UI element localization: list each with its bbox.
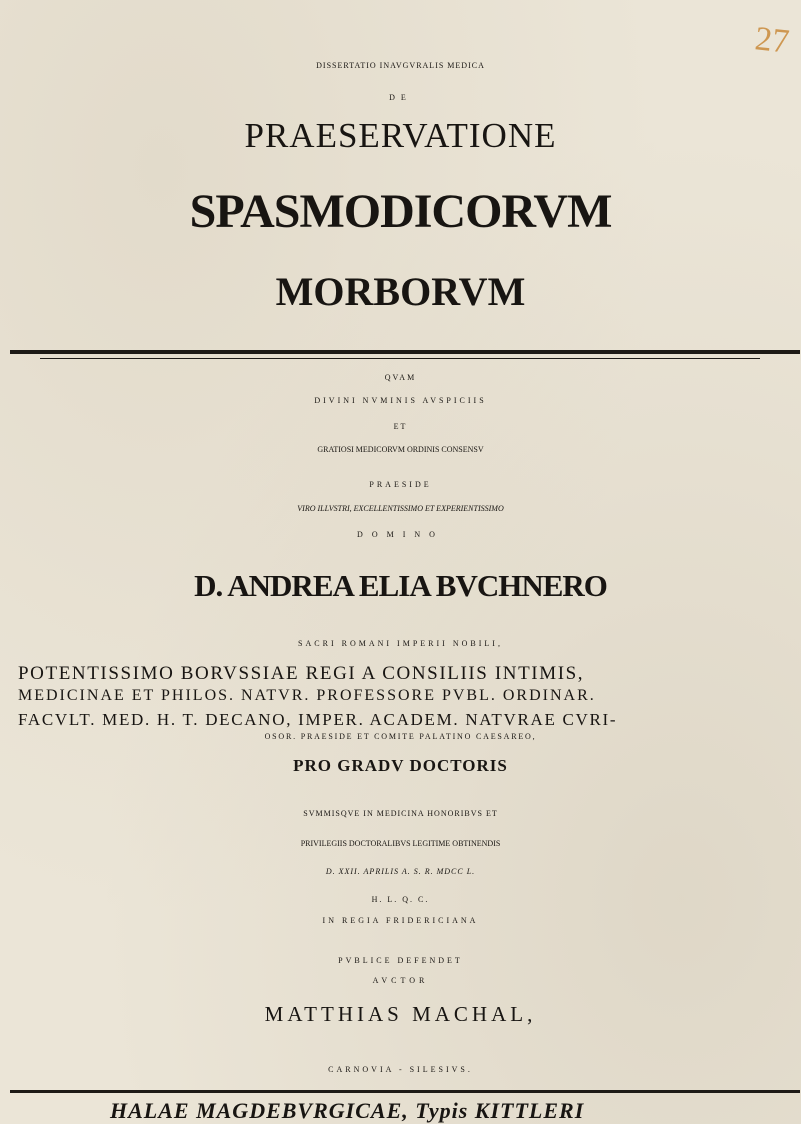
- privilegiis-line: PRIVILEGIIS DOCTORALIBVS LEGITIME OBTINENDIS: [300, 839, 501, 848]
- dissertatio-line: DISSERTATIO INAVGVRALIS MEDICA: [316, 61, 485, 70]
- domino-line: DOMINO: [357, 530, 444, 539]
- author-origin: CARNOVIA - SILESIVS.: [328, 1065, 473, 1074]
- divini-line: DIVINI NVMINIS AVSPICIIS: [314, 396, 487, 405]
- page-number: 27: [753, 20, 791, 61]
- imprint-line: HALAE MAGDEBVRGICAE, Typis KITTLERI: [110, 1098, 585, 1123]
- qvam-line: QVAM: [384, 373, 417, 382]
- praeses-line-3: MEDICINAE ET PHILOS. NATVR. PROFESSORE PVBL. ORDINAR.: [18, 687, 596, 704]
- et-line: ET: [393, 422, 408, 431]
- viro-line: VIRO ILLVSTRI, EXCELLENTISSIMO ET EXPERIENTISSIMO: [297, 504, 504, 513]
- title-rule-thick: [10, 350, 800, 354]
- date-line: D. XXII. APRILIS A. S. R. MDCC L.: [325, 867, 476, 876]
- pvblice-line: PVBLICE DEFENDET: [338, 956, 463, 965]
- title-line-3: MORBORVM: [275, 269, 526, 314]
- pro-gradv-line: PRO GRADV DOCTORIS: [293, 756, 508, 775]
- praeses-line-1: SACRI ROMANI IMPERII NOBILI,: [298, 639, 503, 648]
- title-line-2: SPASMODICORVM: [189, 185, 612, 238]
- gratiosi-line: GRATIOSI MEDICORVM ORDINIS CONSENSV: [317, 445, 484, 454]
- avctor-line: AVCTOR: [372, 976, 429, 985]
- svmmisqve-line: SVMMISQVE IN MEDICINA HONORIBVS ET: [303, 809, 498, 818]
- in-regia-line: IN REGIA FRIDERICIANA: [322, 916, 479, 925]
- imprint-rule: [10, 1090, 800, 1093]
- praeses-name: D. ANDREA ELIA BVCHNERO: [194, 568, 607, 603]
- title-line-1: PRAESERVATIONE: [244, 116, 557, 155]
- title-rule-thin: [40, 358, 760, 359]
- praeses-line-2: POTENTISSIMO BORVSSIAE REGI A CONSILIIS INTIMIS,: [18, 663, 585, 684]
- de-line: DE: [389, 93, 412, 102]
- praeses-line-5: OSOR. PRAESIDE ET COMITE PALATINO CAESAREO,: [264, 732, 537, 741]
- author-name: MATTHIAS MACHAL,: [264, 1002, 537, 1026]
- praeses-line-4: FACVLT. MED. H. T. DECANO, IMPER. ACADEM. NATVRAE CVRI-: [18, 710, 618, 729]
- hlqc-line: H. L. Q. C.: [371, 895, 430, 904]
- praeside-line: PRAESIDE: [369, 480, 432, 489]
